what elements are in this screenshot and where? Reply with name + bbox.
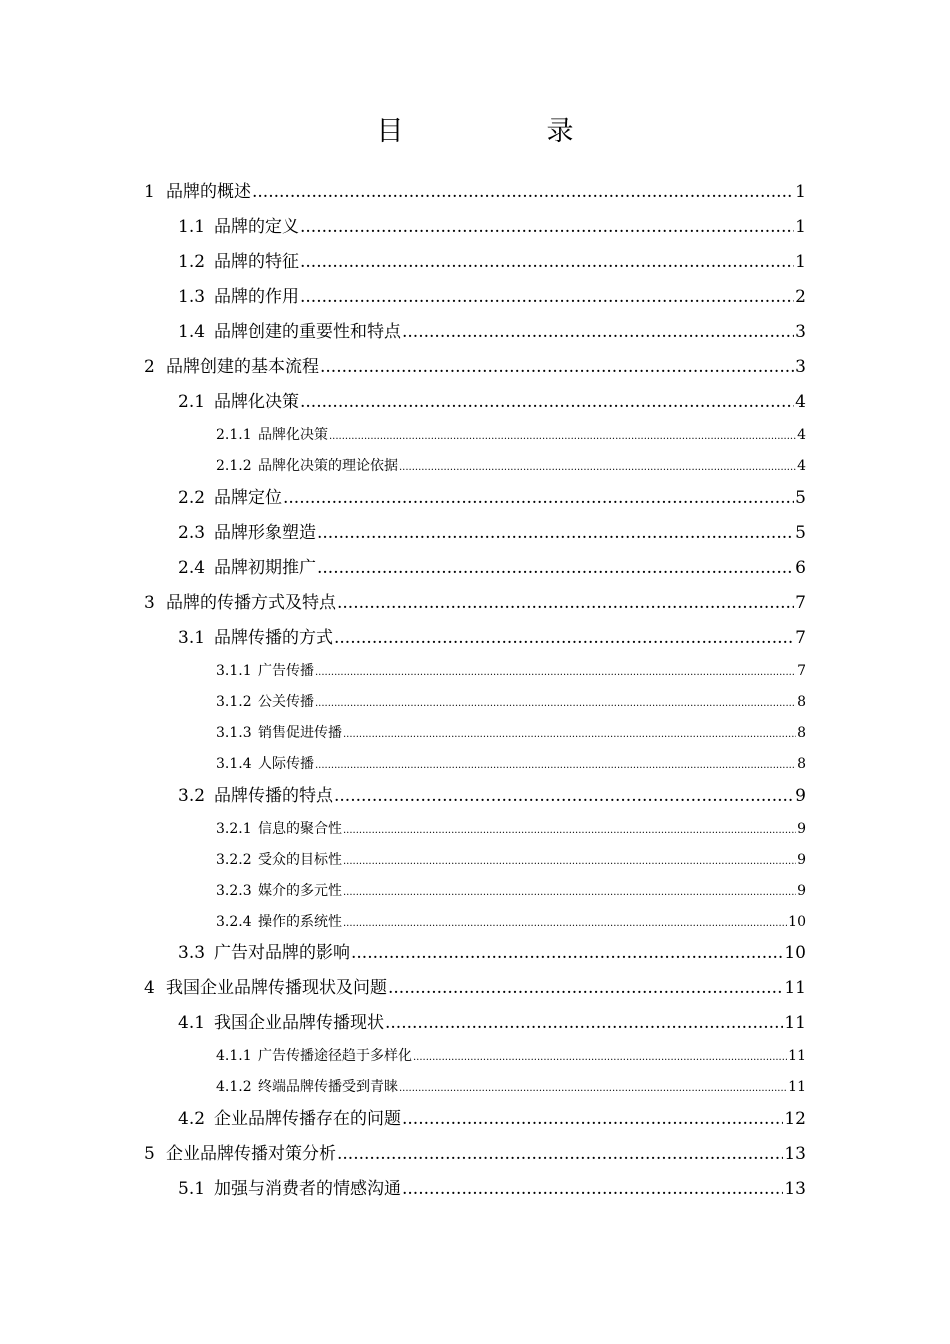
toc-entry-number: 1.2 bbox=[178, 252, 206, 272]
toc-entry-number: 1.1 bbox=[178, 217, 206, 237]
toc-page-number: 7 bbox=[795, 593, 806, 613]
toc-page-number: 9 bbox=[797, 852, 806, 868]
toc-dot-leader bbox=[402, 1176, 783, 1202]
toc-page-number: 9 bbox=[797, 821, 806, 837]
toc-entry-title: 品牌化决策 bbox=[214, 392, 299, 412]
toc-entry[interactable] bbox=[144, 179, 806, 205]
toc-dot-leader bbox=[300, 389, 794, 415]
toc-entry-number: 3.2.1 bbox=[216, 821, 252, 837]
toc-entry[interactable] bbox=[178, 485, 806, 511]
toc-entry-number: 3 bbox=[144, 593, 155, 613]
toc-entry-number: 2.1.1 bbox=[216, 427, 252, 443]
toc-entry[interactable] bbox=[216, 691, 806, 713]
toc-page-number: 7 bbox=[795, 628, 806, 648]
toc-entry-title: 品牌的定义 bbox=[214, 217, 299, 237]
toc-entry[interactable] bbox=[216, 424, 806, 446]
toc-dot-leader bbox=[329, 426, 796, 448]
toc-entry-number: 3.1 bbox=[178, 628, 206, 648]
toc-entry-title: 广告传播途径趋于多样化 bbox=[258, 1048, 412, 1064]
toc-entry-number: 2.2 bbox=[178, 488, 206, 508]
toc-entry[interactable] bbox=[216, 753, 806, 775]
toc-page-number: 3 bbox=[795, 357, 806, 377]
toc-entry-title: 加强与消费者的情感沟通 bbox=[214, 1179, 401, 1199]
toc-entry[interactable] bbox=[178, 1106, 806, 1132]
toc-entry-title: 企业品牌传播存在的问题 bbox=[214, 1109, 401, 1129]
toc-dot-leader bbox=[283, 485, 794, 511]
toc-dot-leader bbox=[402, 1106, 783, 1132]
toc-dot-leader bbox=[343, 724, 796, 746]
toc-dot-leader bbox=[337, 590, 794, 616]
toc-entry-title: 品牌形象塑造 bbox=[214, 523, 316, 543]
toc-page-number: 11 bbox=[788, 1048, 806, 1064]
toc-entry[interactable] bbox=[178, 1176, 806, 1202]
toc-entry[interactable] bbox=[178, 249, 806, 275]
toc-entry-number: 4.1.1 bbox=[216, 1048, 252, 1064]
toc-dot-leader bbox=[315, 662, 796, 684]
toc-entry-number: 2.1.2 bbox=[216, 458, 252, 474]
toc-entry-number: 3.2.2 bbox=[216, 852, 252, 868]
toc-page-number: 12 bbox=[784, 1109, 806, 1129]
toc-page-number: 4 bbox=[797, 458, 806, 474]
toc-dot-leader bbox=[252, 179, 794, 205]
toc-entry-number: 4.1 bbox=[178, 1013, 206, 1033]
toc-dot-leader bbox=[334, 783, 794, 809]
toc-page-number: 13 bbox=[784, 1179, 806, 1199]
toc-entry-number: 3.1.4 bbox=[216, 756, 252, 772]
toc-entry-number: 4.1.2 bbox=[216, 1079, 252, 1095]
toc-dot-leader bbox=[343, 851, 796, 873]
toc-page-number: 9 bbox=[797, 883, 806, 899]
toc-entry-title: 品牌的作用 bbox=[214, 287, 299, 307]
toc-entry-title: 广告对品牌的影响 bbox=[214, 943, 350, 963]
toc-entry-number: 4.2 bbox=[178, 1109, 206, 1129]
toc-entry-title: 品牌初期推广 bbox=[214, 558, 316, 578]
toc-entry-title: 品牌的传播方式及特点 bbox=[166, 593, 336, 613]
toc-entry-number: 4 bbox=[144, 978, 155, 998]
toc-entry[interactable] bbox=[178, 940, 806, 966]
toc-dot-leader bbox=[413, 1047, 787, 1069]
toc-page-number: 6 bbox=[795, 558, 806, 578]
toc-dot-leader bbox=[343, 820, 796, 842]
toc-entry-title: 广告传播 bbox=[258, 663, 314, 679]
toc-entry-number: 2.1 bbox=[178, 392, 206, 412]
toc-entry[interactable] bbox=[178, 625, 806, 651]
toc-dot-leader bbox=[334, 625, 794, 651]
toc-entry[interactable] bbox=[178, 1010, 806, 1036]
toc-dot-leader bbox=[402, 319, 794, 345]
toc-entry-title: 受众的目标性 bbox=[258, 852, 342, 868]
toc-entry-number: 1 bbox=[144, 182, 155, 202]
toc-entry-title: 企业品牌传播对策分析 bbox=[166, 1144, 336, 1164]
toc-page-number: 11 bbox=[784, 1013, 806, 1033]
toc-dot-leader bbox=[343, 882, 796, 904]
toc-page-number: 3 bbox=[795, 322, 806, 342]
toc-entry-number: 3.1.3 bbox=[216, 725, 252, 741]
toc-entry[interactable] bbox=[178, 520, 806, 546]
toc-entry-title: 品牌传播的方式 bbox=[214, 628, 333, 648]
toc-entry-title: 品牌创建的基本流程 bbox=[166, 357, 319, 377]
toc-page-number: 8 bbox=[797, 725, 806, 741]
toc-entry-title: 终端品牌传播受到青睐 bbox=[258, 1079, 398, 1095]
toc-entry-number: 3.2.3 bbox=[216, 883, 252, 899]
toc-entry[interactable] bbox=[216, 911, 806, 933]
toc-dot-leader bbox=[385, 1010, 783, 1036]
toc-entry[interactable] bbox=[216, 880, 806, 902]
toc-page-number: 7 bbox=[797, 663, 806, 679]
toc-entry-number: 3.2.4 bbox=[216, 914, 252, 930]
toc-dot-leader bbox=[337, 1141, 783, 1167]
toc-entry-number: 1.4 bbox=[178, 322, 206, 342]
toc-page-number: 10 bbox=[788, 914, 806, 930]
toc-dot-leader bbox=[317, 555, 794, 581]
toc-entry-title: 人际传播 bbox=[258, 756, 314, 772]
toc-page-number: 4 bbox=[797, 427, 806, 443]
toc-page-number: 1 bbox=[795, 252, 806, 272]
toc-page-number: 5 bbox=[795, 523, 806, 543]
toc-entry[interactable] bbox=[178, 555, 806, 581]
toc-entry[interactable] bbox=[144, 975, 806, 1001]
toc-entry[interactable] bbox=[178, 319, 806, 345]
toc-page-number: 1 bbox=[795, 217, 806, 237]
toc-dot-leader bbox=[399, 457, 796, 479]
toc-entry[interactable] bbox=[216, 1045, 806, 1067]
toc-entry-number: 1.3 bbox=[178, 287, 206, 307]
toc-entry[interactable] bbox=[178, 284, 806, 310]
toc-entry-number: 2 bbox=[144, 357, 155, 377]
toc-entry-number: 2.3 bbox=[178, 523, 206, 543]
toc-page-number: 11 bbox=[784, 978, 806, 998]
toc-entry-number: 3.1.1 bbox=[216, 663, 252, 679]
toc-page-number: 9 bbox=[795, 786, 806, 806]
toc-entry[interactable] bbox=[178, 783, 806, 809]
toc-dot-leader bbox=[300, 284, 794, 310]
toc-entry-number: 2.4 bbox=[178, 558, 206, 578]
toc-dot-leader bbox=[300, 214, 794, 240]
toc-page-number: 10 bbox=[784, 943, 806, 963]
toc-entry-title: 品牌的特征 bbox=[214, 252, 299, 272]
toc-entry-title: 信息的聚合性 bbox=[258, 821, 342, 837]
toc-page-number: 1 bbox=[795, 182, 806, 202]
toc-entry-title: 操作的系统性 bbox=[258, 914, 342, 930]
toc-entry-number: 3.2 bbox=[178, 786, 206, 806]
toc-entry-title: 品牌创建的重要性和特点 bbox=[214, 322, 401, 342]
toc-dot-leader bbox=[317, 520, 794, 546]
toc-page-number: 5 bbox=[795, 488, 806, 508]
toc-dot-leader bbox=[315, 755, 796, 777]
toc-dot-leader bbox=[388, 975, 783, 1001]
toc-entry[interactable] bbox=[216, 849, 806, 871]
toc-entry-number: 3.1.2 bbox=[216, 694, 252, 710]
toc-entry-title: 品牌的概述 bbox=[166, 182, 251, 202]
toc-entry[interactable] bbox=[216, 660, 806, 682]
toc-dot-leader bbox=[351, 940, 783, 966]
toc-entry[interactable] bbox=[178, 389, 806, 415]
toc-entry-title: 品牌传播的特点 bbox=[214, 786, 333, 806]
toc-entry-title: 媒介的多元性 bbox=[258, 883, 342, 899]
toc-dot-leader bbox=[399, 1078, 787, 1100]
toc-entry[interactable] bbox=[216, 455, 806, 477]
toc-entry[interactable] bbox=[144, 590, 806, 616]
toc-dot-leader bbox=[315, 693, 796, 715]
toc-dot-leader bbox=[343, 913, 787, 935]
toc-page-number: 13 bbox=[784, 1144, 806, 1164]
toc-entry[interactable] bbox=[216, 1076, 806, 1098]
toc-entry-title: 我国企业品牌传播现状及问题 bbox=[166, 978, 387, 998]
toc-entry-title: 品牌定位 bbox=[214, 488, 282, 508]
toc-dot-leader bbox=[320, 354, 794, 380]
toc-entry[interactable] bbox=[144, 354, 806, 380]
toc-entry-number: 5.1 bbox=[178, 1179, 206, 1199]
toc-entry[interactable] bbox=[216, 818, 806, 840]
toc-page-number: 2 bbox=[795, 287, 806, 307]
toc-entry[interactable] bbox=[178, 214, 806, 240]
toc-entry-title: 品牌化决策的理论依据 bbox=[258, 458, 398, 474]
toc-page-number: 8 bbox=[797, 756, 806, 772]
toc-entry-title: 品牌化决策 bbox=[258, 427, 328, 443]
toc-entry[interactable] bbox=[144, 1141, 806, 1167]
toc-entry-title: 我国企业品牌传播现状 bbox=[214, 1013, 384, 1033]
toc-page-number: 11 bbox=[788, 1079, 806, 1095]
toc-entry-title: 公关传播 bbox=[258, 694, 314, 710]
page-title: 目 录 bbox=[376, 116, 632, 147]
toc-entry[interactable] bbox=[216, 722, 806, 744]
toc-page-number: 4 bbox=[795, 392, 806, 412]
toc-page-number: 8 bbox=[797, 694, 806, 710]
toc-dot-leader bbox=[300, 249, 794, 275]
toc-entry-title: 销售促进传播 bbox=[258, 725, 342, 741]
toc-entry-number: 3.3 bbox=[178, 943, 206, 963]
toc-entry-number: 5 bbox=[144, 1144, 155, 1164]
